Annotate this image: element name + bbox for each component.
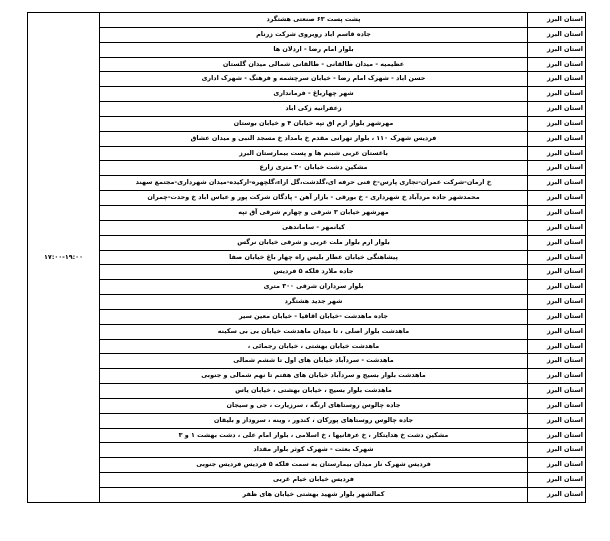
table-row — [28, 87, 586, 102]
province-cell: استان البرز — [528, 220, 586, 235]
province-cell: استان البرز — [528, 27, 586, 42]
province-cell: استان البرز — [528, 146, 586, 161]
address-cell: ماهدشت - سردآباد خیابان های اول تا ششم شمالی — [100, 354, 528, 369]
table-row — [28, 235, 586, 250]
table-row — [28, 473, 586, 488]
province-cell: استان البرز — [528, 473, 586, 488]
province-cell: استان البرز — [528, 280, 586, 295]
address-cell: مشکین دشت خ هدایتکار ، خ عرفانیها ، خ اسلامی ، بلوار امام علی ، دشت بهشت ۱ و ۳ — [100, 428, 528, 443]
address-cell: خ ارمان-شرکت عمران-تجاری پارس-خ فنی حرفه ای،گلدشت،گل اراء،گلچهره-ارکیده-میدان شهرداری-مجتمع سهند — [100, 176, 528, 191]
table-row — [28, 309, 586, 324]
address-cell: شهر چهارباغ - فرمانداری — [100, 87, 528, 102]
address-cell: مشکین دشت خیابان ۲۰ متری زارع — [100, 161, 528, 176]
address-cell: فردیس شهرک ناز میدان بیمارستان به سمت فلکه ۵ فردیس فردیس جنوبی — [100, 458, 528, 473]
address-cell: ماهدشت خیابان بهشتی ، خیابان رجمائی ، — [100, 339, 528, 354]
table-row — [28, 339, 586, 354]
address-cell: جاده چالوس روستاهای پورکان ، کندور ، وینه ، سروداز و بلیقان — [100, 413, 528, 428]
province-cell: استان البرز — [528, 413, 586, 428]
table-row — [28, 324, 586, 339]
province-cell: استان البرز — [528, 13, 586, 28]
address-cell: جاده ملارد فلکه ۵ فردیس — [100, 265, 528, 280]
address-cell: بلوار سرداران شرقی ۳۰۰ متری — [100, 280, 528, 295]
table-body — [28, 13, 586, 503]
address-cell: مهرشهر بلوار ارم اق تپه خیابان ۴ و خیابان بوستان — [100, 116, 528, 131]
table-row — [28, 146, 586, 161]
province-cell: استان البرز — [528, 161, 586, 176]
table-row — [28, 398, 586, 413]
table-row — [28, 72, 586, 87]
address-cell: حسن اباد - شهرک امام رضا - خیابان سرچشمه و فرهنگ - شهرک اداری — [100, 72, 528, 87]
address-cell: ماهدشت بلوار اصلی ، تا میدان ماهدشت خیابان بی بی سکینه — [100, 324, 528, 339]
table-row — [28, 458, 586, 473]
table-row — [28, 354, 586, 369]
table-row — [28, 220, 586, 235]
province-cell: استان البرز — [528, 72, 586, 87]
address-cell: کمالشهر بلوار شهید بهشتی خیابان های ظفر — [100, 488, 528, 503]
table-row — [28, 102, 586, 117]
province-cell: استان البرز — [528, 354, 586, 369]
table-row — [28, 265, 586, 280]
province-cell: استان البرز — [528, 176, 586, 191]
address-cell: فردیس شهرک ۱۱۰ ، بلوار تهرانی مقدم خ بامداد خ مسجد النبی و میدان عشاق — [100, 131, 528, 146]
address-cell: باغستان غربی شبنم ها و پست بیمارستان البرز — [100, 146, 528, 161]
address-cell: شهرک بعثت - شهرک کوثر بلوار مقداد — [100, 443, 528, 458]
province-cell: استان البرز — [528, 57, 586, 72]
table-row — [28, 161, 586, 176]
province-cell: استان البرز — [528, 295, 586, 310]
province-cell: استان البرز — [528, 443, 586, 458]
province-cell: استان البرز — [528, 102, 586, 117]
province-cell: استان البرز — [528, 428, 586, 443]
address-cell: عظیمیه - میدان طالقانی - طالقانی شمالی میدان گلستان — [100, 57, 528, 72]
address-cell: جاده ماهدشت -خیابان اقاقیا - خیابان معین سیر — [100, 309, 528, 324]
province-cell: استان البرز — [528, 131, 586, 146]
table-row — [28, 191, 586, 206]
province-cell: استان البرز — [528, 87, 586, 102]
province-cell: استان البرز — [528, 309, 586, 324]
table-row — [28, 57, 586, 72]
time-range-cell: ۱۷:۰۰-۱۹:۰۰ — [28, 13, 100, 503]
address-cell: پیشاهنگی خیابان عطار بلیس راه چهار باغ خیابان صفا — [100, 250, 528, 265]
outage-schedule-table — [27, 12, 586, 503]
province-cell: استان البرز — [528, 265, 586, 280]
province-cell: استان البرز — [528, 324, 586, 339]
table-row — [28, 116, 586, 131]
province-cell: استان البرز — [528, 250, 586, 265]
address-cell: جاده چالوس روستاهای ارنگه ، سرزیارت ، جی و سیجان — [100, 398, 528, 413]
address-cell: شهر جدید هشتگرد — [100, 295, 528, 310]
address-cell: مهرشهر خیابان ۳ شرقی و چهارم شرقی آق تپه — [100, 205, 528, 220]
address-cell: زعفرانیه زکی اباد — [100, 102, 528, 117]
province-cell: استان البرز — [528, 42, 586, 57]
table-row — [28, 413, 586, 428]
table-row — [28, 176, 586, 191]
outage-schedule-sheet — [27, 12, 585, 503]
address-cell: پشت پست ۶۳ صنعتی هشتگرد — [100, 13, 528, 28]
province-cell: استان البرز — [528, 458, 586, 473]
province-cell: استان البرز — [528, 369, 586, 384]
table-row — [28, 280, 586, 295]
province-cell: استان البرز — [528, 398, 586, 413]
address-cell: بلوار ارم بلوار ملت غربی و شرقی خیابان نرگس — [100, 235, 528, 250]
table-row — [28, 488, 586, 503]
table-row — [28, 295, 586, 310]
province-cell: استان البرز — [528, 339, 586, 354]
province-cell: استان البرز — [528, 191, 586, 206]
table-row — [28, 384, 586, 399]
table-row — [28, 42, 586, 57]
province-cell: استان البرز — [528, 205, 586, 220]
table-row — [28, 250, 586, 265]
table-row — [28, 131, 586, 146]
address-cell: ماهدشت بلوار بسیج و سردآباد خیابان های هفتم تا نهم شمالی و جنوبی — [100, 369, 528, 384]
province-cell: استان البرز — [528, 116, 586, 131]
address-cell: کیانمهر - ساماندهی — [100, 220, 528, 235]
table-row — [28, 369, 586, 384]
table-row — [28, 428, 586, 443]
table-row — [28, 443, 586, 458]
address-cell: ماهدشت بلوار بسیج ، خیابان بهشتی ، خیابان یاس — [100, 384, 528, 399]
province-cell: استان البرز — [528, 488, 586, 503]
address-cell: محمدشهر جاده مردآباد خ شهرداری - خ بورقی - بازار آهن - پادگان شرکت پور و عباس اباد خ وحدت-چمران — [100, 191, 528, 206]
address-cell: بلوار امام رضا - اردلان ها — [100, 42, 528, 57]
table-row — [28, 205, 586, 220]
table-row — [28, 13, 586, 28]
address-cell: فردیس خیابان خیام غربی — [100, 473, 528, 488]
province-cell: استان البرز — [528, 235, 586, 250]
table-row — [28, 27, 586, 42]
address-cell: جاده قاسم اباد روبروی شرکت زرنام — [100, 27, 528, 42]
province-cell: استان البرز — [528, 384, 586, 399]
